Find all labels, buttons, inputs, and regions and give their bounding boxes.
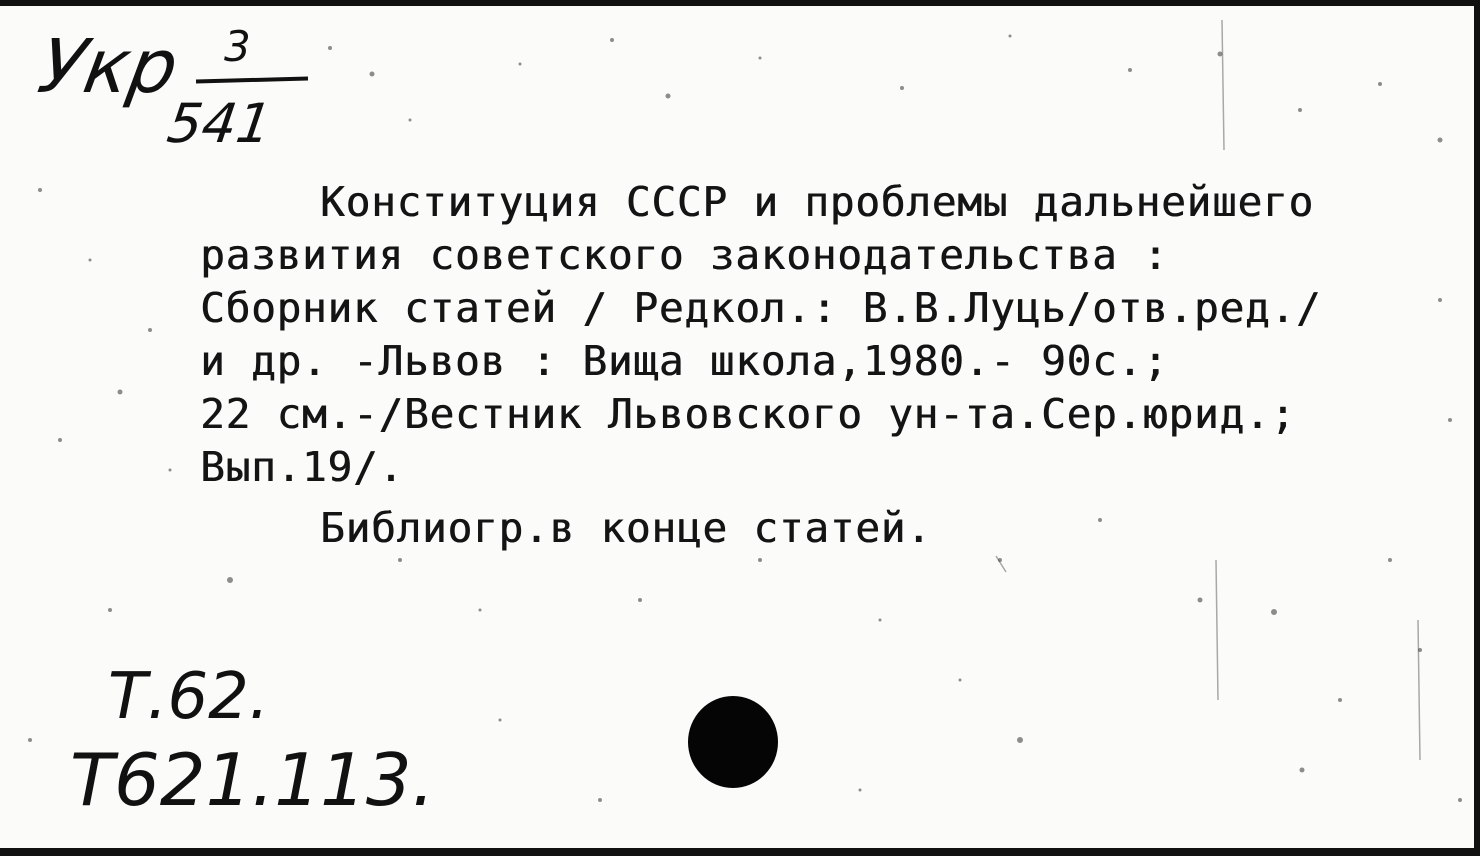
entry-line-editors: Сборник статей / Редкол.: В.В.Луць/отв.ред./ — [200, 284, 1322, 332]
shelfmark-denominator: 541 — [163, 92, 276, 155]
entry-line-subtitle: развития советского законодательства : — [200, 231, 1169, 279]
entry-line-title: Конституция СССР и проблемы дальнейшего — [320, 178, 1314, 226]
classification-code-primary: Т.62. — [108, 660, 270, 734]
bibliographic-entry — [200, 176, 1470, 555]
entry-line-imprint: и др. -Львов : Вища школа,1980.- 90с.; — [200, 337, 1169, 385]
entry-line-series: 22 см.-/Вестник Львовского ун-та.Сер.юрид.; — [200, 390, 1296, 438]
shelfmark-numerator: 3 — [224, 22, 251, 71]
shelfmark-prefix: Укр — [32, 24, 185, 110]
entry-line-issue: Вып.19/. — [200, 443, 404, 491]
card-punch-hole — [688, 696, 778, 788]
classification-code-secondary: Т621.113. — [70, 738, 435, 822]
entry-note: Библиогр.в конце статей. — [320, 504, 932, 552]
